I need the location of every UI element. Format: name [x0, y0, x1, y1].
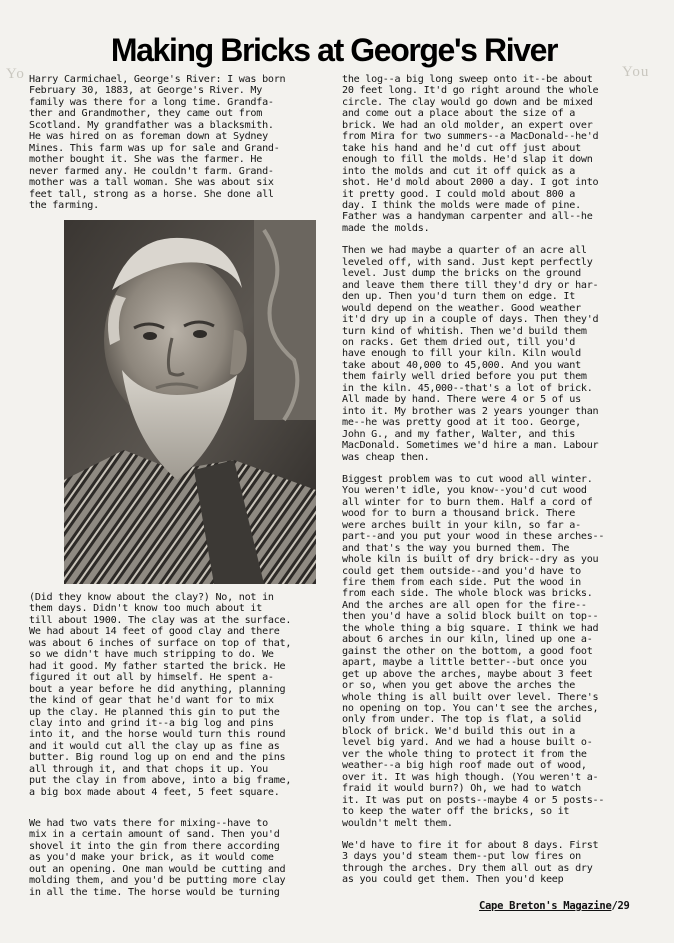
text-line: Scotland. My grandfather was a blacksmith.	[29, 119, 274, 131]
text-line: mother was a tall woman. She was about six	[29, 177, 274, 189]
text-line: leveled off, with sand. Just kept perfectly	[342, 256, 593, 268]
text-line: ver the whole thing to protect it from the	[342, 748, 587, 760]
text-line: February 30, 1883, at George's River. My	[29, 85, 263, 97]
intro-column	[29, 74, 342, 211]
text-line: Then we had maybe a quarter of an acre all	[342, 245, 587, 257]
text-line: and that's the way you burned them. The	[342, 542, 570, 554]
portrait-photo-icon	[64, 220, 316, 584]
text-line: John G., and my father, Walter, and this	[342, 428, 576, 440]
text-line: gainst the other on the bottom, a good foot	[342, 645, 593, 657]
text-line: We had about 14 feet of good clay and there	[29, 626, 280, 638]
text-line: could get them outside--and you'd have to	[342, 565, 581, 577]
text-line: All made by hand. There were 4 or 5 of us	[342, 394, 581, 406]
text-line: never farmed any. He couldn't farm. Grand-	[29, 165, 274, 177]
text-line: the whole thing a big square. I think we had	[342, 622, 599, 634]
text-line: in all the time. The horse would be turning	[29, 886, 280, 898]
bleed-through-right: You	[622, 64, 650, 80]
text-line: den up. Then you'd turn them on edge. It	[342, 291, 576, 303]
text-line: get up above the arches, maybe about 3 feet	[342, 668, 593, 680]
text-line: into it. My brother was 2 years younger than	[342, 405, 599, 417]
text-line: as you could get them. Then you'd keep	[342, 874, 564, 886]
text-line: take about 40,000 to 45,000. And you want	[342, 359, 581, 371]
text-line: wouldn't melt them.	[342, 817, 453, 829]
text-line: into the molds and cut it off quick as a	[342, 165, 576, 177]
text-line: so we didn't have much stripping to do. We	[29, 649, 274, 661]
text-line: made the molds.	[342, 222, 430, 234]
text-line: take his hand and he'd cut off just about	[342, 142, 581, 154]
text-line: out an opening. One man would be cutting and	[29, 863, 286, 875]
text-line: only from under. The top is flat, a solid	[342, 714, 581, 726]
text-line: level big yard. And we had a house built o-	[342, 737, 593, 749]
text-line: fire them from each side. Put the wood in	[342, 577, 581, 589]
text-line: And the arches are all open for the fire--	[342, 599, 587, 611]
text-line: it'd dry up in a couple of days. Then they'd	[342, 314, 599, 326]
text-line: brick. We had an old molder, an expert over	[342, 119, 593, 131]
page-footer	[479, 900, 630, 912]
text-line: was cheap then.	[342, 451, 430, 463]
text-line: on racks. Get them dried out, till you'd	[342, 336, 576, 348]
text-line: were arches built in your kiln, so far a-	[342, 519, 581, 531]
text-line: or so, when you get above the arches the	[342, 680, 576, 692]
text-line: in the kiln. 45,000--that's a lot of brick.	[342, 382, 593, 394]
text-line: He was hired on as foreman down at Sydney	[29, 131, 268, 143]
text-line: enough to fill the molds. He'd slap it down	[342, 154, 593, 166]
text-line: MacDonald. Sometimes we'd hire a man. Labour	[342, 440, 599, 452]
text-line: all through it, and that chops it up. You	[29, 763, 268, 775]
magazine-name: Cape Breton's Magazine	[479, 900, 612, 912]
text-line: and leave them there till they'd dry or har-	[342, 279, 599, 291]
text-line: into it, and the horse would turn this round	[29, 729, 286, 741]
text-line: figured it out all by himself. He spent a-	[29, 672, 274, 684]
text-line: mix in a certain amount of sand. Then you'd	[29, 829, 280, 841]
page-number: /29	[611, 900, 630, 912]
bleed-through-left: Yo	[6, 66, 25, 82]
text-line: Harry Carmichael, George's River: I was born	[29, 74, 286, 85]
text-line: wood for to burn a thousand brick. There	[342, 508, 576, 520]
text-line: weather--a big high roof made out of wood,	[342, 760, 587, 772]
text-line: have enough to fill your kiln. Kiln would	[342, 348, 581, 360]
text-line: part--and you put your wood in these arches--	[342, 531, 605, 543]
text-line: and come out a place about the size of a	[342, 108, 576, 120]
text-line: feet tall, strong as a horse. She done all	[29, 188, 274, 200]
text-line: as you'd make your brick, as it would come	[29, 852, 274, 864]
text-line: the farming.	[29, 199, 99, 211]
text-line: and it would cut all the clay up as fine as	[29, 740, 280, 752]
text-line: it. It was put on posts--maybe 4 or 5 posts--	[342, 794, 605, 806]
text-line: ther and Grandmother, they came out from	[29, 108, 263, 120]
left-column-end	[29, 818, 347, 898]
text-line: whole thing is all built over level. There's	[342, 691, 599, 703]
text-line: We had two vats there for mixing--have to	[29, 818, 268, 829]
text-line: 3 days you'd steam them--put low fires on	[342, 851, 581, 863]
text-line: family was there for a long time. Grandfa-	[29, 96, 274, 108]
text-line: a big box made about 4 feet, 5 feet square.	[29, 786, 280, 798]
right-column	[342, 74, 660, 886]
text-line: butter. Big round log up on end and the pins	[29, 752, 286, 764]
text-line: circle. The clay would go down and be mixed	[342, 96, 593, 108]
text-line: till about 1900. The clay was at the surface.	[29, 614, 292, 626]
text-line: through the arches. Dry them all out as dry	[342, 862, 593, 874]
text-line: over it. It was high though. (You weren't a-	[342, 771, 599, 783]
text-line: from each side. The whole block was bricks.	[342, 588, 593, 600]
text-line: mother bought it. She was the farmer. He	[29, 154, 263, 166]
text-line: block of brick. We'd build this out in a	[342, 725, 576, 737]
portrait-photo	[64, 220, 316, 584]
text-line: Father was a handyman carpenter and all--he	[342, 211, 593, 223]
text-line: the log--a big long sweep onto it--be about	[342, 74, 593, 85]
text-line: bout a year before he did anything, planning	[29, 683, 286, 695]
text-line: fraid it would burn?) Oh, we had to watch	[342, 783, 581, 795]
text-line: Biggest problem was to cut wood all winter.	[342, 473, 593, 485]
text-line: them days. Didn't know too much about it	[29, 603, 263, 615]
text-line: put the clay in from above, into a big frame,	[29, 775, 292, 787]
left-column-body	[29, 592, 347, 798]
text-line: about 6 arches in our kiln, lined up one a-	[342, 634, 593, 646]
text-line: then you'd have a solid block built on top--	[342, 611, 599, 623]
text-line: it pretty good. I could mold about 800 a	[342, 188, 576, 200]
article-title: Making Bricks at George's River	[110, 32, 558, 68]
text-line: no opening on top. You can't see the arches,	[342, 703, 599, 715]
text-line: molding them, and you'd be putting more clay	[29, 875, 286, 887]
text-line: them fairly well dried before you put them	[342, 371, 587, 383]
text-line: whole kiln is built of dry brick--dry as you	[342, 554, 599, 566]
text-line: up the clay. He planned this gin to put the	[29, 706, 280, 718]
text-line: all winter for to burn them. Half a cord of	[342, 496, 593, 508]
text-line: You weren't idle, you know--you'd cut wood	[342, 485, 587, 497]
text-line: Mines. This farm was up for sale and Grand-	[29, 142, 280, 154]
text-line: to keep the water off the bricks, so it	[342, 806, 570, 818]
text-line: shot. He'd mold about 2000 a day. I got into	[342, 177, 599, 189]
text-line: would depend on the weather. Good weather	[342, 302, 581, 314]
text-line: day. I think the molds were made of pine.	[342, 199, 581, 211]
text-line: apart, maybe a little better--but once you	[342, 657, 587, 669]
text-line: from Mira for two summers--a MacDonald--he'd	[342, 131, 599, 143]
text-line: the kind of gear that he'd want for to mix	[29, 695, 274, 707]
text-line: turn kind of whitish. Then we'd build them	[342, 325, 587, 337]
text-line: shovel it into the gin from there according	[29, 840, 280, 852]
text-line: had it good. My father started the brick. He	[29, 660, 286, 672]
text-line: 20 feet long. It'd go right around the whole	[342, 85, 599, 97]
text-line: was about 6 inches of surface on top of that,	[29, 637, 292, 649]
text-line: clay into and grind it--a big log and pins	[29, 717, 274, 729]
text-line: We'd have to fire it for about 8 days. First	[342, 840, 599, 851]
text-line: level. Just dump the bricks on the ground	[342, 268, 581, 280]
text-line: (Did they know about the clay?) No, not in	[29, 592, 274, 603]
text-line: me--he was pretty good at it too. George,	[342, 417, 581, 429]
